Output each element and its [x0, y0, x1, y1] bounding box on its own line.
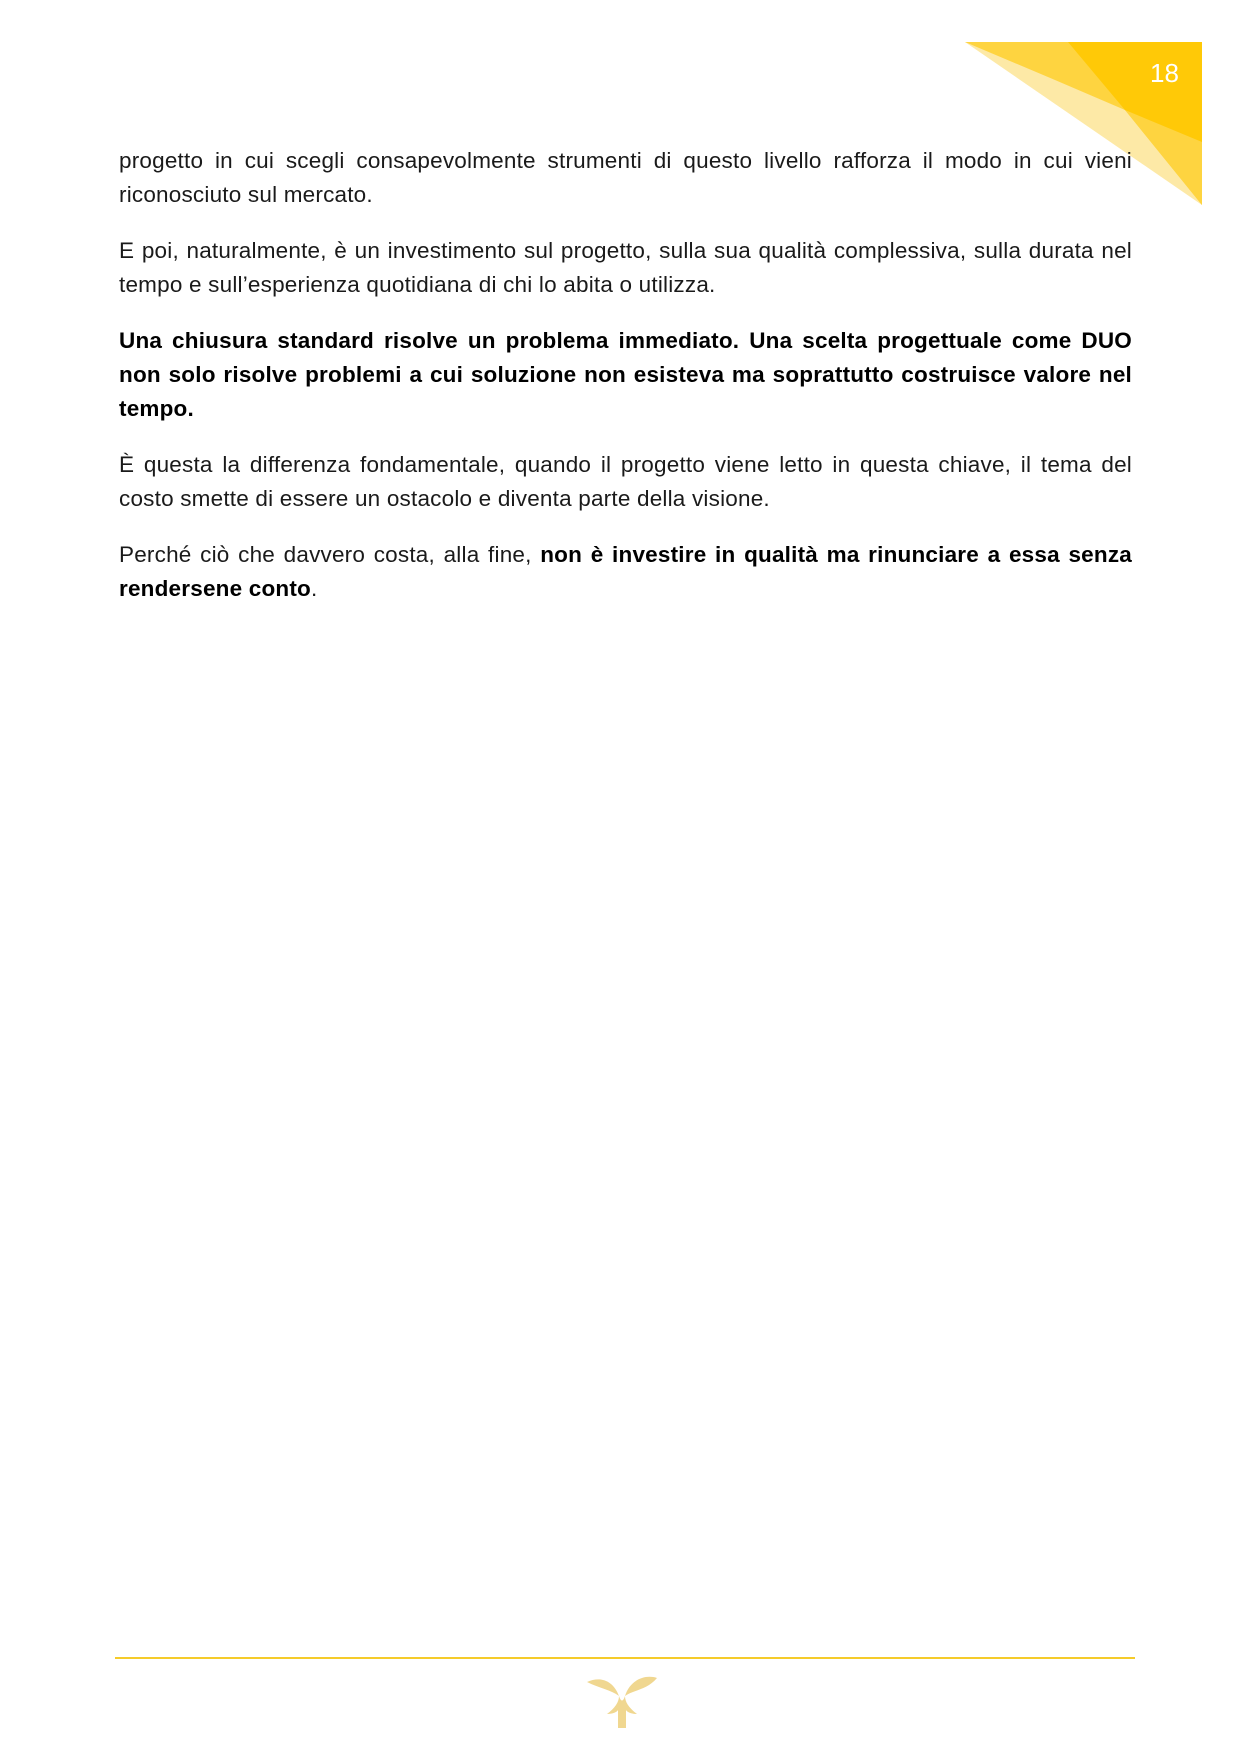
bold-text: Una chiusura standard risolve un problema immediato. Una scelta progettuale come DUO non solo risolve problemi a cui soluzione non esisteva ma soprattutto costruisce valore nel tempo. [119, 328, 1132, 421]
page-number: 18 [1150, 58, 1179, 88]
paragraph [119, 448, 1132, 516]
text-run: È questa la differenza fondamentale, quando il progetto viene letto in questa chiave, il tema del costo smette di essere un ostacolo e diventa parte della visione. [119, 452, 1132, 511]
body-text [119, 144, 1132, 628]
text-run: Perché ciò che davvero costa, alla fine, [119, 542, 541, 567]
paragraph [119, 234, 1132, 302]
paragraph [119, 538, 1132, 606]
footer-divider [115, 1657, 1135, 1659]
text-run: progetto in cui scegli consapevolmente strumenti di questo livello rafforza il modo in cui vieni riconosciuto sul mercato. [119, 148, 1132, 207]
text-run: . [311, 576, 318, 601]
text-run: E poi, naturalmente, è un investimento sul progetto, sulla sua qualità complessiva, sulla durata nel tempo e sull’esperienza quotidiana di chi lo abita o utilizza. [119, 238, 1132, 297]
brand-logo-icon [585, 1672, 659, 1730]
bold-text: non è investire in qualità ma rinunciare a essa senza rendersene conto [119, 542, 1132, 601]
paragraph [119, 144, 1132, 212]
paragraph [119, 324, 1132, 426]
